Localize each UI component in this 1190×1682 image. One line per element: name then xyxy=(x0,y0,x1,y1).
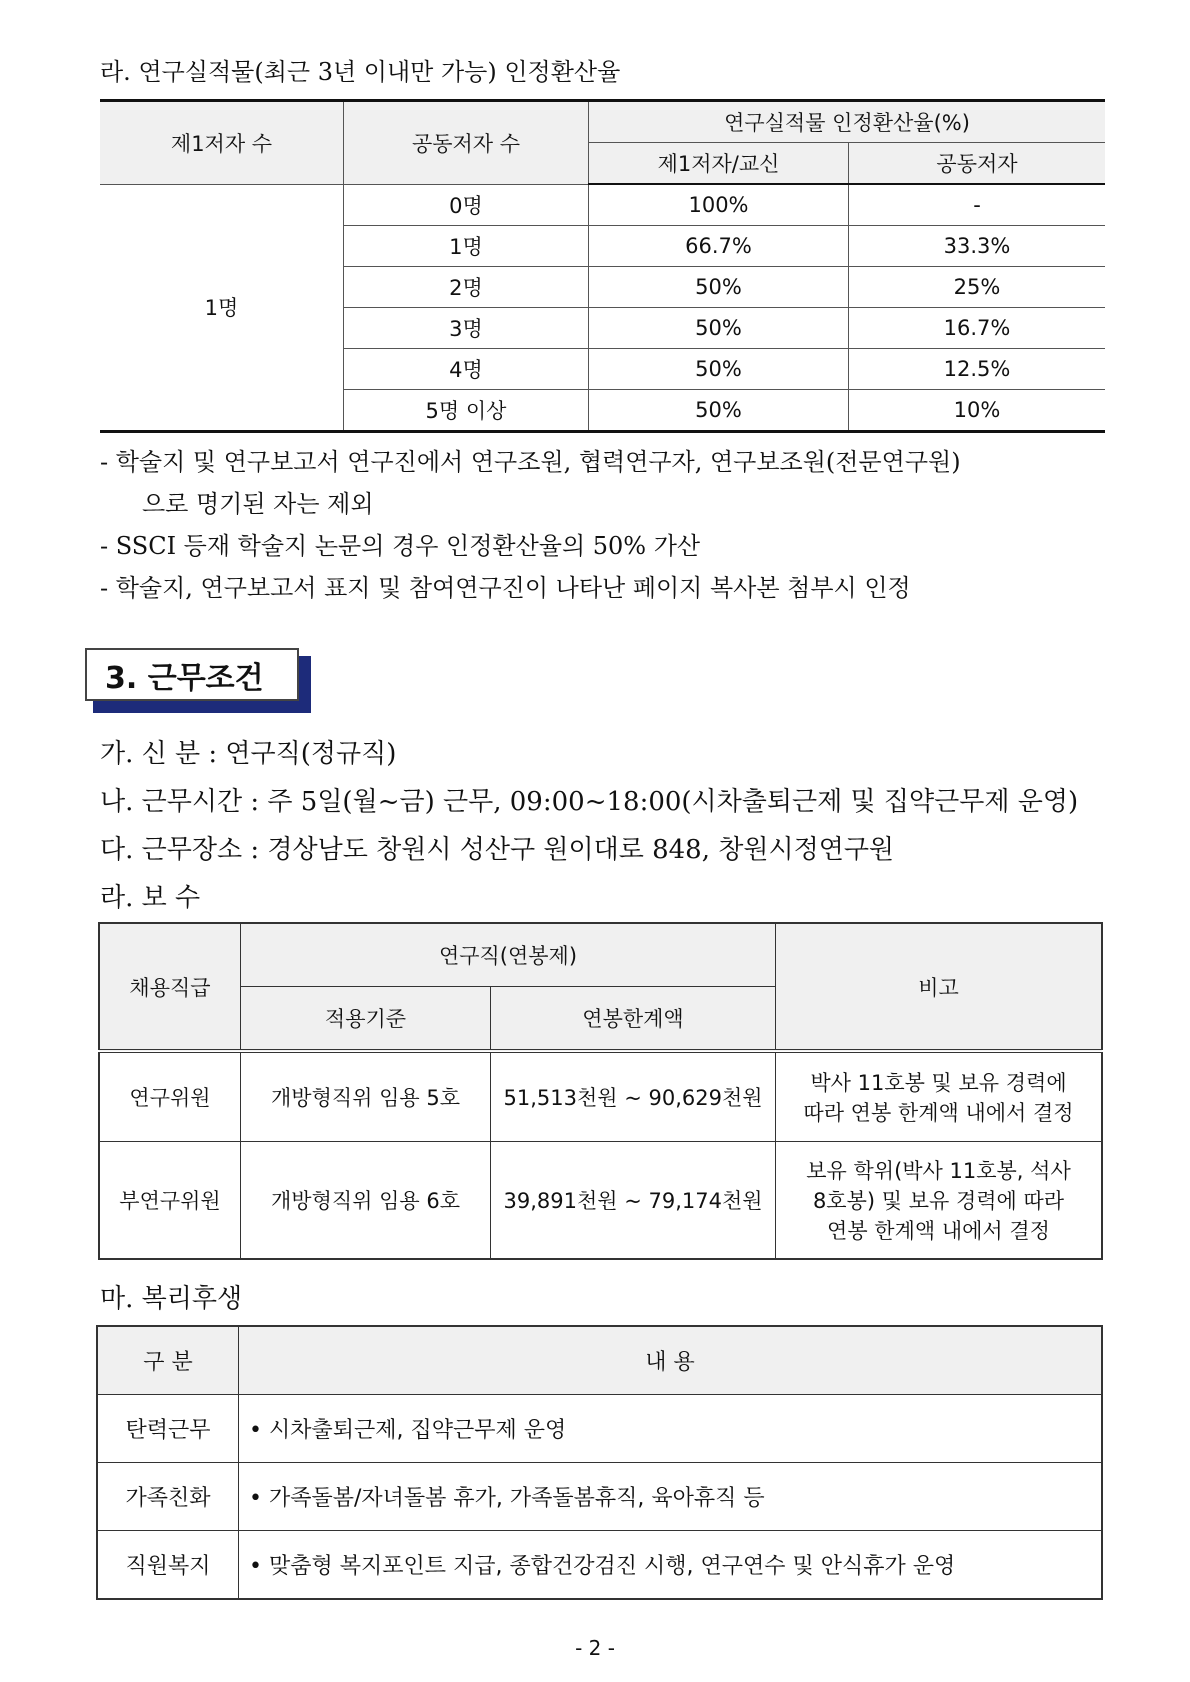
condition-hours: 나. 근무시간 : 주 5일(월~금) 근무, 09:00~18:00(시차출퇴근제 및 집약근무제 운영) xyxy=(100,787,1079,817)
coauthor-cell: 5명 이상 xyxy=(344,390,589,432)
content-cell: • 시차출퇴근제, 집약근무제 운영 xyxy=(239,1395,1103,1463)
remark-line: 8호봉) 및 보유 경력에 따라 xyxy=(812,1188,1065,1213)
table-row xyxy=(97,1463,1102,1531)
co-rate-cell: 25% xyxy=(849,267,1106,308)
table-row xyxy=(99,1141,1102,1259)
first-rate-cell: 50% xyxy=(589,267,849,308)
co-rate-cell: 10% xyxy=(849,390,1106,432)
grade-cell: 연구위원 xyxy=(99,1051,241,1141)
condition-place: 다. 근무장소 : 경상남도 창원시 성산구 원이대로 848, 창원시정연구원 xyxy=(100,835,895,865)
remark-cell xyxy=(776,1051,1103,1141)
remark-line: 따라 연봉 한계액 내에서 결정 xyxy=(803,1100,1074,1125)
group-header: 연구직(연봉제) xyxy=(241,923,776,987)
basis-header: 적용기준 xyxy=(241,987,491,1052)
limit-cell: 51,513천원 ~ 90,629천원 xyxy=(491,1051,776,1141)
coauthor-count-header: 공동저자 수 xyxy=(344,101,589,185)
table-row xyxy=(97,1395,1102,1463)
remark-cell xyxy=(776,1141,1103,1259)
first-rate-cell: 66.7% xyxy=(589,226,849,267)
remark-line: 보유 학위(박사 11호봉, 석사 xyxy=(806,1158,1071,1183)
grade-cell: 부연구위원 xyxy=(99,1141,241,1259)
condition-status: 가. 신 분 : 연구직(정규직) xyxy=(100,739,397,769)
category-cell: 가족친화 xyxy=(97,1463,239,1531)
remark-line: 연봉 한계액 내에서 결정 xyxy=(827,1218,1050,1243)
category-header: 구 분 xyxy=(97,1326,239,1395)
section-3-title: 3. 근무조건 xyxy=(85,648,299,701)
co-rate-cell: 16.7% xyxy=(849,308,1106,349)
first-rate-cell: 50% xyxy=(589,349,849,390)
content-header: 내 용 xyxy=(239,1326,1103,1395)
condition-pay: 라. 보 수 xyxy=(100,883,201,913)
table-row xyxy=(100,184,1105,226)
coauthor-cell: 2명 xyxy=(344,267,589,308)
coauthor-cell: 4명 xyxy=(344,349,589,390)
co-rate-cell: 12.5% xyxy=(849,349,1106,390)
section-3-heading xyxy=(85,648,303,705)
remark-line: 박사 11호봉 및 보유 경력에 xyxy=(810,1070,1067,1095)
table-row xyxy=(99,1051,1102,1141)
category-cell: 직원복지 xyxy=(97,1531,239,1600)
content-cell: • 맞춤형 복지포인트 지급, 종합건강검진 시행, 연구연수 및 안식휴가 운영 xyxy=(239,1531,1103,1600)
note-1-line-2: 으로 명기된 자는 제외 xyxy=(142,490,374,518)
first-rate-cell: 50% xyxy=(589,390,849,432)
table-row xyxy=(97,1531,1102,1600)
first-rate-cell: 100% xyxy=(589,184,849,226)
grade-header: 채용직급 xyxy=(99,923,241,1051)
first-author-value: 1명 xyxy=(100,184,344,432)
welfare-table xyxy=(96,1325,1103,1600)
pay-table xyxy=(98,922,1103,1260)
rate-group-header: 연구실적물 인정환산율(%) xyxy=(589,101,1106,143)
limit-cell: 39,891천원 ~ 79,174천원 xyxy=(491,1141,776,1259)
first-author-count-header: 제1저자 수 xyxy=(100,101,344,185)
note-2: - SSCI 등재 학술지 논문의 경우 인정환산율의 50% 가산 xyxy=(100,532,701,560)
coauthor-rate-header: 공동저자 xyxy=(849,143,1106,185)
section-ra-title: 라. 연구실적물(최근 3년 이내만 가능) 인정환산율 xyxy=(100,58,621,86)
coauthor-cell: 0명 xyxy=(344,184,589,226)
first-author-rate-header: 제1저자/교신 xyxy=(589,143,849,185)
basis-cell: 개방형직위 임용 5호 xyxy=(241,1051,491,1141)
note-3: - 학술지, 연구보고서 표지 및 참여연구진이 나타난 페이지 복사본 첨부시 인정 xyxy=(100,574,911,602)
page-number: - 2 - xyxy=(575,1636,615,1660)
coauthor-cell: 1명 xyxy=(344,226,589,267)
welfare-title: 마. 복리후생 xyxy=(100,1284,243,1314)
note-1-line-1: - 학술지 및 연구보고서 연구진에서 연구조원, 협력연구자, 연구보조원(전문연구원) xyxy=(100,448,961,476)
first-rate-cell: 50% xyxy=(589,308,849,349)
category-cell: 탄력근무 xyxy=(97,1395,239,1463)
bigo-header: 비고 xyxy=(776,923,1103,1051)
basis-cell: 개방형직위 임용 6호 xyxy=(241,1141,491,1259)
limit-header: 연봉한계액 xyxy=(491,987,776,1052)
conversion-rate-table xyxy=(100,99,1105,433)
co-rate-cell: 33.3% xyxy=(849,226,1106,267)
coauthor-cell: 3명 xyxy=(344,308,589,349)
co-rate-cell: - xyxy=(849,184,1106,226)
content-cell: • 가족돌봄/자녀돌봄 휴가, 가족돌봄휴직, 육아휴직 등 xyxy=(239,1463,1103,1531)
